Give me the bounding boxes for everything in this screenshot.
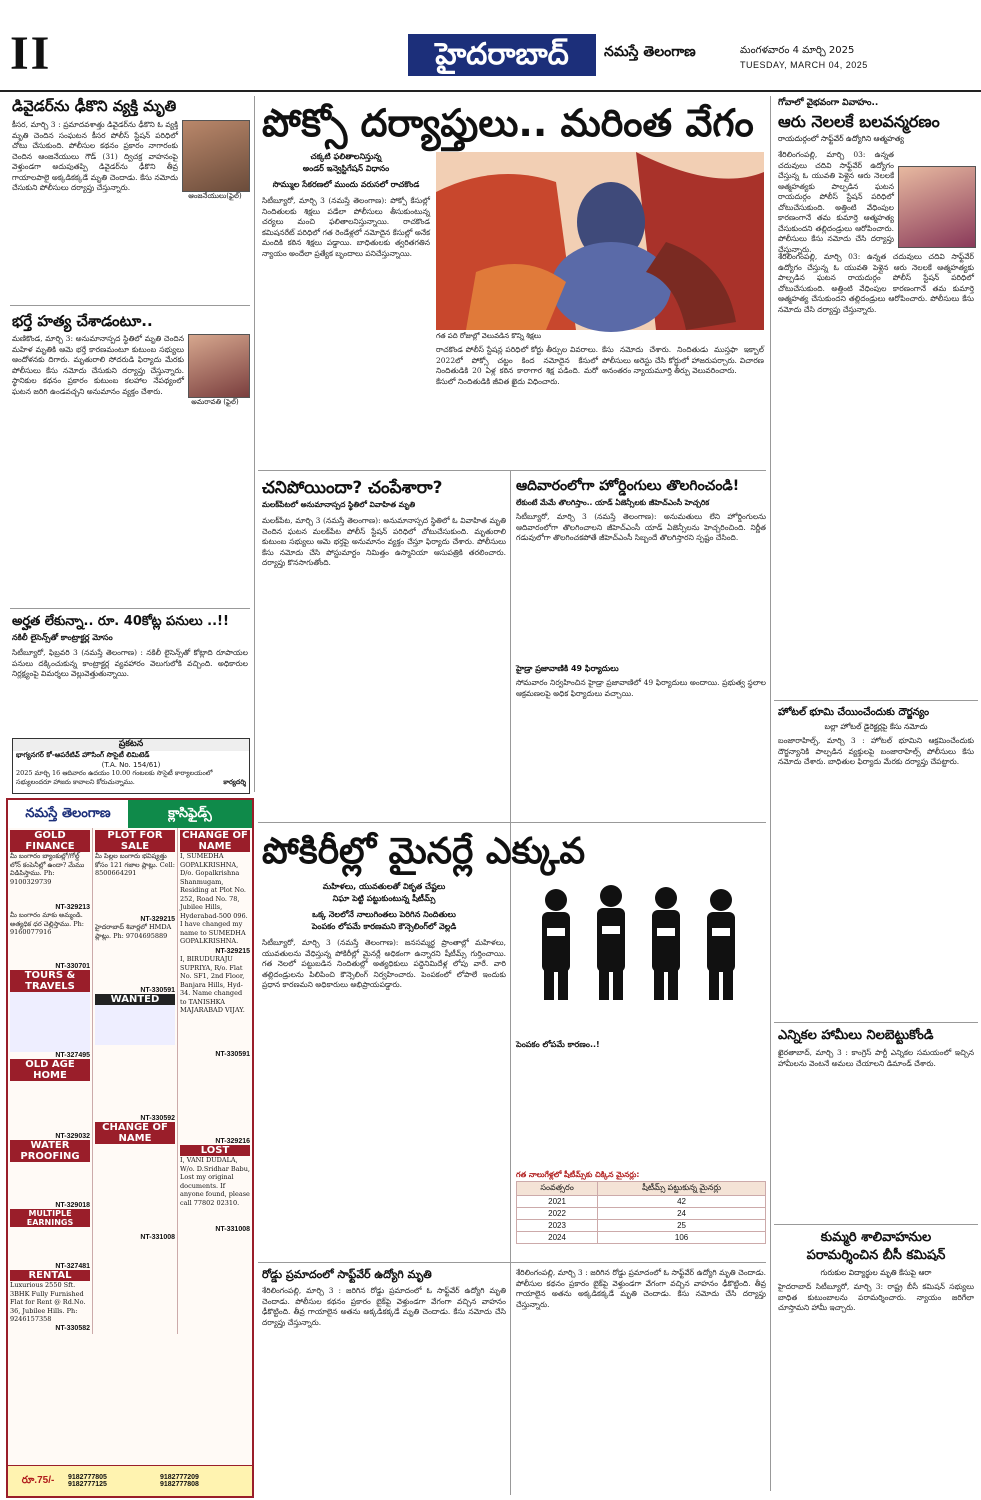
phone-number: 9182777125 bbox=[68, 1481, 107, 1488]
headline-hoardings: ఆదివారంలోగా హోర్డింగులు తొలగించండి! bbox=[516, 478, 740, 494]
article-body: బంజారాహిల్స్, మార్చి 3 : హోటల్ భూమిని ఆక్రమించేందుకు దౌర్జన్యానికి పాల్పడిన వ్యక్తులపై బంజారాహిల్స్ పోలీసులు కేసు నమోదు చేశారు. బాధితుల ఫిర్యాదు మేరకు దర్యాప్తు చేపట్టారు. bbox=[778, 736, 974, 766]
table-row: 2021 42 bbox=[517, 1196, 766, 1208]
table-row: 2024 106 bbox=[517, 1232, 766, 1244]
illustration-svg bbox=[436, 152, 764, 330]
photo-caption: ఆంజనేయులు(ఫైల్) bbox=[188, 192, 242, 200]
notice-signature: కార్యదర్శి bbox=[223, 778, 246, 786]
classifieds-footer bbox=[8, 1465, 252, 1496]
minors-table bbox=[516, 1181, 766, 1244]
article-body: మణికొండ, మార్చి 3: అనుమానాస్పద స్థితిలో మృతి చెందిన మహిళ మృతికి ఆమె భర్తే కారణమంటూ కుటుంబ సభ్యులు ఆందోళనకు దిగారు. మృతురాలి సోదరుడి ఫిర్యాదు మేరకు పోలీసులు కేసు నమోదు చేసుకుని దర్యాప్తు చేస్తున్నారు. స్థానికుల కథనం ప్రకారం కుటుంబ కలహాల నేపథ్యంలో ఘటన జరిగి ఉండవచ్చని అనుమానం వ్యక్తం చేశారు. bbox=[12, 334, 184, 396]
subheadline-hydra: హైడ్రా ప్రజావాణికి 49 ఫిర్యాదులు bbox=[516, 664, 619, 673]
table-title: గత నాలుగేళ్లలో షీటీమ్స్‌కు చిక్కిన మైనర్లు: bbox=[516, 1170, 640, 1179]
classifieds-brand: నమస్తే తెలంగాణ bbox=[8, 800, 128, 828]
article-body: కీసర, మార్చి 3 : ప్రమాదవశాత్తు డివైడర్‌ను ఢీకొని ఓ వ్యక్తి మృతి చెందిన సంఘటన కీసర పోలీస్ స్టేషన్ పరిధిలో చోటు చేసుకుంది. పోలీసుల కథనం ప్రకారం నాగారంకు చెందిన ఆంజనేయులు గౌడ్ (31) ద్విచక్ర వాహనంపై వెళ్తుండగా అదుపుతప్పి డివైడర్‌ను ఢీకొని తీవ్ర గాయాలపాలై అక్కడికక్కడే మృతి చెందాడు. కేసు నమోదు చేసుకుని పోలీసులు దర్యాప్తు చేస్తున్నారు. bbox=[12, 120, 178, 192]
lead-subheadline: చక్కటి ఫలితాలనిస్తున్న bbox=[310, 152, 382, 161]
table-header: సంవత్సరం bbox=[517, 1182, 598, 1196]
headline-bc-commission-2: పరామర్శించిన బీసీ కమిషన్ bbox=[806, 1248, 946, 1263]
subheadline: మలక్‌పేటలో అనుమానాస్పద స్థితిలో వివాహిత మృతి bbox=[262, 500, 416, 509]
classifieds-col-3: CHANGE OF NAME I, SUMEDHA GOPALKRISHNA, D/o. Gopalkrishna Shanmugam, Residing at Plot No. 252, Road No. 78, Jubilee Hills, Hyderabad-500 096. I have changed my name to SUMEDHA GOPALKRISHNA. NT-329215 I, BIRUDURAJU SUPRIYA, R/o. Flat No. SF1, 2nd Floor, Banjara Hills, Hyd-34. Name changed to TANISHKA MAJARABAD VIJAY. NT-330591 NT-329216 LOST I, VANI DUDALA, W/o. D.Sridhar Babu, Lost my original documents. If anyone found, please call 77802 02310. NT-331008 bbox=[180, 830, 250, 1233]
category-tours-travels: TOURS & TRAVELS bbox=[10, 970, 90, 992]
headline-election-promises: ఎన్నికల హామీలు నిలబెట్టుకోండి bbox=[778, 1028, 934, 1043]
column-divider bbox=[254, 96, 255, 792]
section-logo: హైదరాబాద్ bbox=[408, 34, 596, 76]
notice-heading: ప్రకటన bbox=[13, 739, 249, 751]
photo-amaravati bbox=[188, 334, 250, 398]
subheadline: రాయదుర్గంలో సాఫ్ట్‌వేర్ ఉద్యోగిని ఆత్మహత్య bbox=[778, 134, 904, 143]
subheadline: గురుకుల విద్యార్థుల మృతి కేసుపై ఆరా bbox=[820, 1268, 932, 1277]
lead-body-2: రాచకొండ పోలీస్ స్టేషన్ల పరిధిలో కోర్టు తీర్పుల వివరాలు. 2022లో పోక్సో చట్టం కింద నమోదైన కేసులో నిందితుడికి 20 ఏళ్ల కఠిన కారాగార శిక్ష పడింది. మరో కేసులో నిందితుడికి జీవిత ఖైదు విధించారు. bbox=[436, 345, 598, 386]
brand-name: నమస్తే తెలంగాణ bbox=[604, 44, 696, 60]
minors-table-box bbox=[516, 1170, 766, 1244]
phone-number: 9182777808 bbox=[160, 1481, 199, 1488]
lead-body: సిటీబ్యూరో, మార్చి 3 (నమస్తే తెలంగాణ): పోక్సో కేసుల్లో నిందితులకు శిక్షలు పడేలా పోలీసులు తీసుకుంటున్న చర్యలు మంచి ఫలితాలనిస్తున్నాయి. రాచకొండ కమిషనరేట్ పరిధిలో గత రెండేళ్లలో నమోదైన కేసుల్లో అనేక మందికి కఠిన శిక్షలు పడ్డాయి. బాధితులకు త్వరితగతిన న్యాయం అందేలా ప్రత్యేక బృందాలు పనిచేస్తున్నాయి. bbox=[262, 196, 430, 258]
headline-contract-works: అర్హత లేకున్నా.. రూ. 40కోట్ల పనులు ..!! bbox=[12, 614, 229, 629]
article-body: శేరిలింగంపల్లి, మార్చి 03: ఉన్నత చదువులు చదివి సాఫ్ట్‌వేర్ ఉద్యోగం చేస్తున్న ఓ యువతి పెళ్లైన ఆరు నెలలకే ఆత్మహత్యకు పాల్పడిన ఘటన రాయదుర్గం పోలీస్ స్టేషన్ పరిధిలో చోటుచేసుకుంది. అత్తింటి వేధింపుల కారణంగానే తమ కుమార్తె ఆత్మహత్య చేసుకుందని తల్లిదండ్రులు ఆరోపించారు. పోలీసులు కేసు నమోదు చేసి దర్యాప్తు చేస్తున్నారు. bbox=[778, 252, 974, 314]
subheadline: బల్లా హోటల్ డైరెక్టర్లపై కేసు నమోదు bbox=[824, 722, 928, 731]
category-change-of-name: CHANGE OF NAME bbox=[180, 830, 250, 852]
headline-husband-murder: భర్తే హత్య చేశాడంటూ.. bbox=[12, 312, 153, 330]
phone-number: 9182777209 bbox=[160, 1474, 199, 1481]
lead-body-3: కేసు నమోదు చేశారు. నిందితుడు ముస్తఫా ఇక్బాల్ పోలీసులు అరెస్టు చేసి కోర్టులో హాజరుపర్చారు. విచారణ అనంతరం న్యాయమూర్తి తీర్పు వెలువరించారు. bbox=[602, 345, 764, 375]
kicker: గోవాలో వైభవంగా వివాహం.. bbox=[778, 98, 879, 108]
article-body: సిటీబ్యూరో, మార్చి 3 (నమస్తే తెలంగాణ): జనసమ్మర్థ ప్రాంతాల్లో మహిళలు, యువతులను వేధిస్తున్న పోకిరీల్లో మైనర్లే అధికంగా ఉన్నారని షీటీమ్స్ గుర్తించాయి. గత నెలలో పట్టుబడిన నిందితుల్లో అత్యధికులు పద్దెనిమిదేళ్ల లోపు వారే. వారి తల్లిదండ్రులను పిలిపించి కౌన్సెలింగ్ నిర్వహించారు. పెంపకంలో లోపాలే ఇందుకు ప్రధాన కారణమని అధికారులు అభిప్రాయపడ్డారు. bbox=[262, 938, 506, 989]
subheadline: పెంపకం లోపమే కారణమని కౌన్సెలింగ్‌లో వెల్లడి bbox=[311, 922, 457, 931]
notice-ta-number: (T.A. No. 154/61) bbox=[101, 761, 161, 769]
lead-illustration bbox=[436, 152, 764, 330]
article-body: సిటీబ్యూరో, మార్చి 3 (నమస్తే తెలంగాణ): అనుమతులు లేని హోర్డింగులను ఆదివారంలోగా తొలగించాలని జీహెచ్ఎంసీ యాడ్ ఏజెన్సీలను హెచ్చరించింది. నిర్ణీత గడువులోగా తొలగించకపోతే జీహెచ్ఎంసీ సిబ్బందే తొలగిస్తారని స్పష్టం చేసింది. bbox=[516, 512, 766, 542]
article-body: సిటీబ్యూరో, ఫిబ్రవరి 3 (నమస్తే తెలంగాణ) : నకిలీ లైసెన్స్‌తో కోట్లాది రూపాయల పనులు దక్కించుకున్న కాంట్రాక్టర్ల వ్యవహారం వెలుగులోకి వచ్చింది. అధికారుల నిర్లక్ష్యంపై విమర్శలు వెల్లువెత్తుతున్నాయి. bbox=[12, 648, 248, 678]
phone-number: 9182777805 bbox=[68, 1474, 107, 1481]
category-multiple-earnings: MULTIPLE EARNINGS bbox=[10, 1209, 90, 1227]
lead-subheadline: అండర్ ఇన్వెస్టిగేషన్ విధానం bbox=[302, 164, 390, 173]
article-body-continued: శేరిలింగంపల్లి, మార్చి 3 : జరిగిన రోడ్డు ప్రమాదంలో ఓ సాఫ్ట్‌వేర్ ఉద్యోగి మృతి చెందాడు. పోలీసుల కథనం ప్రకారం బైక్‌పై వెళ్తుండగా వేగంగా వచ్చిన వాహనం ఢీకొట్టింది. తీవ్ర గాయాలైన అతను అక్కడికక్కడే మృతి చెందాడు. కేసు నమోదు చేసి దర్యాప్తు చేస్తున్నారు. bbox=[516, 1268, 766, 1309]
photo-caption: అమరావతి (ఫైల్) bbox=[191, 398, 239, 406]
lead-headline: పోక్సో దర్యాప్తులు.. మరింత వేగం bbox=[262, 101, 754, 145]
classifieds-col-1: GOLD FINANCE మీ బంగారం బ్యాంకుల్లో/గోల్డ్ లోన్ కంపెనీల్లో ఉందా? మేము విడిపిస్తాము. Ph: 9100329739 NT-329213 మీ బంగారం మాకు అమ్మండి. అత్యధిక ధర చెల్లిస్తాము. Ph: 9160077916 NT-330701 TOURS & TRAVELS NT-327495 OLD AGE HOME NT-329032 WATER PROOFING NT-329018 MULTIPLE EARNINGS NT-327481 RENTAL Luxurious 2550 Sft. 3BHK Fully Furnished Flat for Rent @ Rd.No. 36, Jubilee Hills. Ph: 9246157358 NT-330582 bbox=[8, 828, 93, 1334]
section-caption: పెంపకం లోపమే కారణం..! bbox=[516, 1040, 600, 1049]
column-divider bbox=[510, 470, 511, 1495]
article-body: శేరిలింగంపల్లి, మార్చి 3 : జరిగిన రోడ్డు ప్రమాదంలో ఓ సాఫ్ట్‌వేర్ ఉద్యోగి మృతి చెందాడు. పోలీసుల కథనం ప్రకారం బైక్‌పై వెళ్తుండగా వేగంగా వచ్చిన వాహనం ఢీకొట్టింది. తీవ్ర గాయాలైన అతను అక్కడికక్కడే మృతి చెందాడు. కేసు నమోదు చేసి దర్యాప్తు చేస్తున్నారు. bbox=[262, 1286, 506, 1327]
classifieds-col-2: PLOT FOR SALE మీ పిల్లల బంగారు భవిష్యత్తు కోసం 121 గజాల ప్లాట్లు. Cell: 8500664291 NT-329215 హైదరాబాద్ శివార్లలో HMDA ప్లాట్లు. Ph: 9704695889 NT-330591 WANTED NT-330592 CHANGE OF NAME NT-331008 bbox=[93, 828, 178, 1334]
article-body: శేరిలింగంపల్లి, మార్చి 03: ఉన్నత చదువులు చదివి సాఫ్ట్‌వేర్ ఉద్యోగం చేస్తున్న ఓ యువతి పెళ్లైన ఆరు నెలలకే ఆత్మహత్యకు పాల్పడిన ఘటన రాయదుర్గం పోలీస్ స్టేషన్ పరిధిలో చోటుచేసుకుంది. అత్తింటి వేధింపుల కారణంగానే తమ కుమార్తె ఆత్మహత్య చేసుకుందని తల్లిదండ్రులు ఆరోపించారు. పోలీసులు కేసు నమోదు చేసి దర్యాప్తు చేస్తున్నారు. bbox=[778, 150, 894, 254]
table-row: 2023 25 bbox=[517, 1220, 766, 1232]
subheadline: లేకుంటే మేమే తొలగిస్తాం.. యాడ్ ఏజెన్సీలకు జీహెచ్ఎంసీ హెచ్చరిక bbox=[516, 498, 710, 507]
classifieds-title: క్లాసిఫైడ్స్ bbox=[128, 800, 252, 828]
category-water-proofing: WATER PROOFING bbox=[10, 1140, 90, 1162]
lead-subheadline: సొమ్ముల సేకరణలో ముందు వరుసలో రాచకొండ bbox=[272, 180, 420, 189]
category-gold-finance: GOLD FINANCE bbox=[10, 830, 90, 852]
category-wanted: WANTED bbox=[95, 994, 175, 1005]
headline-road-accident: రోడ్డు ప్రమాదంలో సాఫ్ట్‌వేర్ ఉద్యోగి మృతి bbox=[262, 1268, 432, 1281]
subheadline: మహిళలు, యువతులతో వికృత చేష్టలు bbox=[322, 882, 446, 891]
article-body: మలక్‌పేట, మార్చి 3 (నమస్తే తెలంగాణ): అనుమానాస్పద స్థితిలో ఓ వివాహిత మృతి చెందిన ఘటన మలక్‌పేట పోలీస్ స్టేషన్ పరిధిలో చోటుచేసుకుంది. మృతురాలి కుటుంబ సభ్యులు ఆమె భర్తపై అనుమానం వ్యక్తం చేస్తూ ఫిర్యాదు చేశారు. పోలీసులు కేసు నమోదు చేసి పోస్టుమార్టం నిమిత్తం ఉస్మానియా ఆసుపత్రికి తరలించారు. దర్యాప్తు కొనసాగుతోంది. bbox=[262, 516, 506, 567]
headline-hotel: హోటల్ భూమి చేయించేందుకు దౌర్జన్యం bbox=[778, 707, 930, 718]
column-divider bbox=[770, 96, 771, 1491]
headline-minors: పోకిరీల్లో మైనర్లే ఎక్కువ bbox=[262, 831, 586, 872]
illustration-caption: గత పది రోజుల్లో వెలువడిన కొన్ని శిక్షలు bbox=[436, 332, 542, 340]
notice-organisation: భాగ్యనగర్ కో-ఆపరేటివ్ హౌసింగ్ సొసైటీ లిమిటెడ్ bbox=[16, 751, 150, 759]
article-body: సోమవారం నిర్వహించిన హైడ్రా ప్రజావాణిలో 49 ఫిర్యాదులు అందాయి. ప్రభుత్వ స్థలాల ఆక్రమణలపై అధిక ఫిర్యాదులు వచ్చాయి. bbox=[516, 678, 766, 698]
photo-victim bbox=[898, 166, 976, 248]
silhouette-illustration bbox=[516, 882, 766, 1002]
page-number: II bbox=[10, 27, 52, 80]
photo-anjaneyulu bbox=[182, 120, 250, 192]
public-notice bbox=[12, 738, 250, 794]
headline-divider-accident: డివైడర్‌ను ఢీకొని వ్యక్తి మృతి bbox=[12, 97, 177, 115]
headline-malakpet: చనిపోయిందా? చంపేశారా? bbox=[262, 478, 443, 498]
article-body: ఖైరతాబాద్, మార్చి 3 : కాంగ్రెస్ పార్టీ ఎన్నికల సమయంలో ఇచ్చిన హామీలను వెంటనే అమలు చేయాలని డిమాండ్ చేశారు. bbox=[778, 1048, 974, 1068]
category-change-of-name-2: CHANGE OF NAME bbox=[95, 1122, 175, 1144]
ad-price: రూ.75/- bbox=[21, 1475, 55, 1486]
notice-body: 2025 మార్చి 16 ఆదివారం ఉదయం 10.00 గంటలకు సొసైటీ కార్యాలయంలో సభ్యులందరూ హాజరు కావాలని కోరుచున్నాము. bbox=[16, 769, 213, 786]
table-row: 2022 24 bbox=[517, 1208, 766, 1220]
subheadline: నిఘా పెట్టి పట్టుకుంటున్న షీటీమ్స్ bbox=[332, 894, 436, 903]
headline-bc-commission: కుమ్మరి శాలివాహనుల bbox=[820, 1230, 932, 1245]
table-header: షీటీమ్స్ పట్టుకున్న మైనర్లు bbox=[598, 1182, 766, 1196]
date-telugu: మంగళవారం 4 మార్చి 2025 bbox=[740, 45, 855, 56]
date-english: TUESDAY, MARCH 04, 2025 bbox=[740, 60, 868, 70]
article-body: హైదరాబాద్ సిటీబ్యూరో, మార్చి 3: రాష్ట్ర బీసీ కమిషన్ సభ్యులు బాధిత కుటుంబాలను పరామర్శించారు. న్యాయం జరిగేలా చూస్తామని హామీ ఇచ్చారు. bbox=[778, 1282, 974, 1312]
subheadline: ఒక్క నెలలోనే నాలుగింతలు పెరిగిన నిందితులు bbox=[312, 910, 456, 919]
category-lost: LOST bbox=[180, 1145, 250, 1156]
subheadline: నకిలీ లైసెన్స్‌తో కాంట్రాక్టర్ల మోసం bbox=[12, 633, 113, 642]
category-plot-for-sale: PLOT FOR SALE bbox=[95, 830, 175, 852]
classifieds-section bbox=[6, 798, 254, 1498]
silhouette-svg bbox=[516, 882, 766, 1002]
category-old-age-home: OLD AGE HOME bbox=[10, 1059, 90, 1081]
headline-suicide: ఆరు నెలలకే బలవన్మరణం bbox=[778, 112, 940, 131]
category-rental: RENTAL bbox=[10, 1270, 90, 1281]
